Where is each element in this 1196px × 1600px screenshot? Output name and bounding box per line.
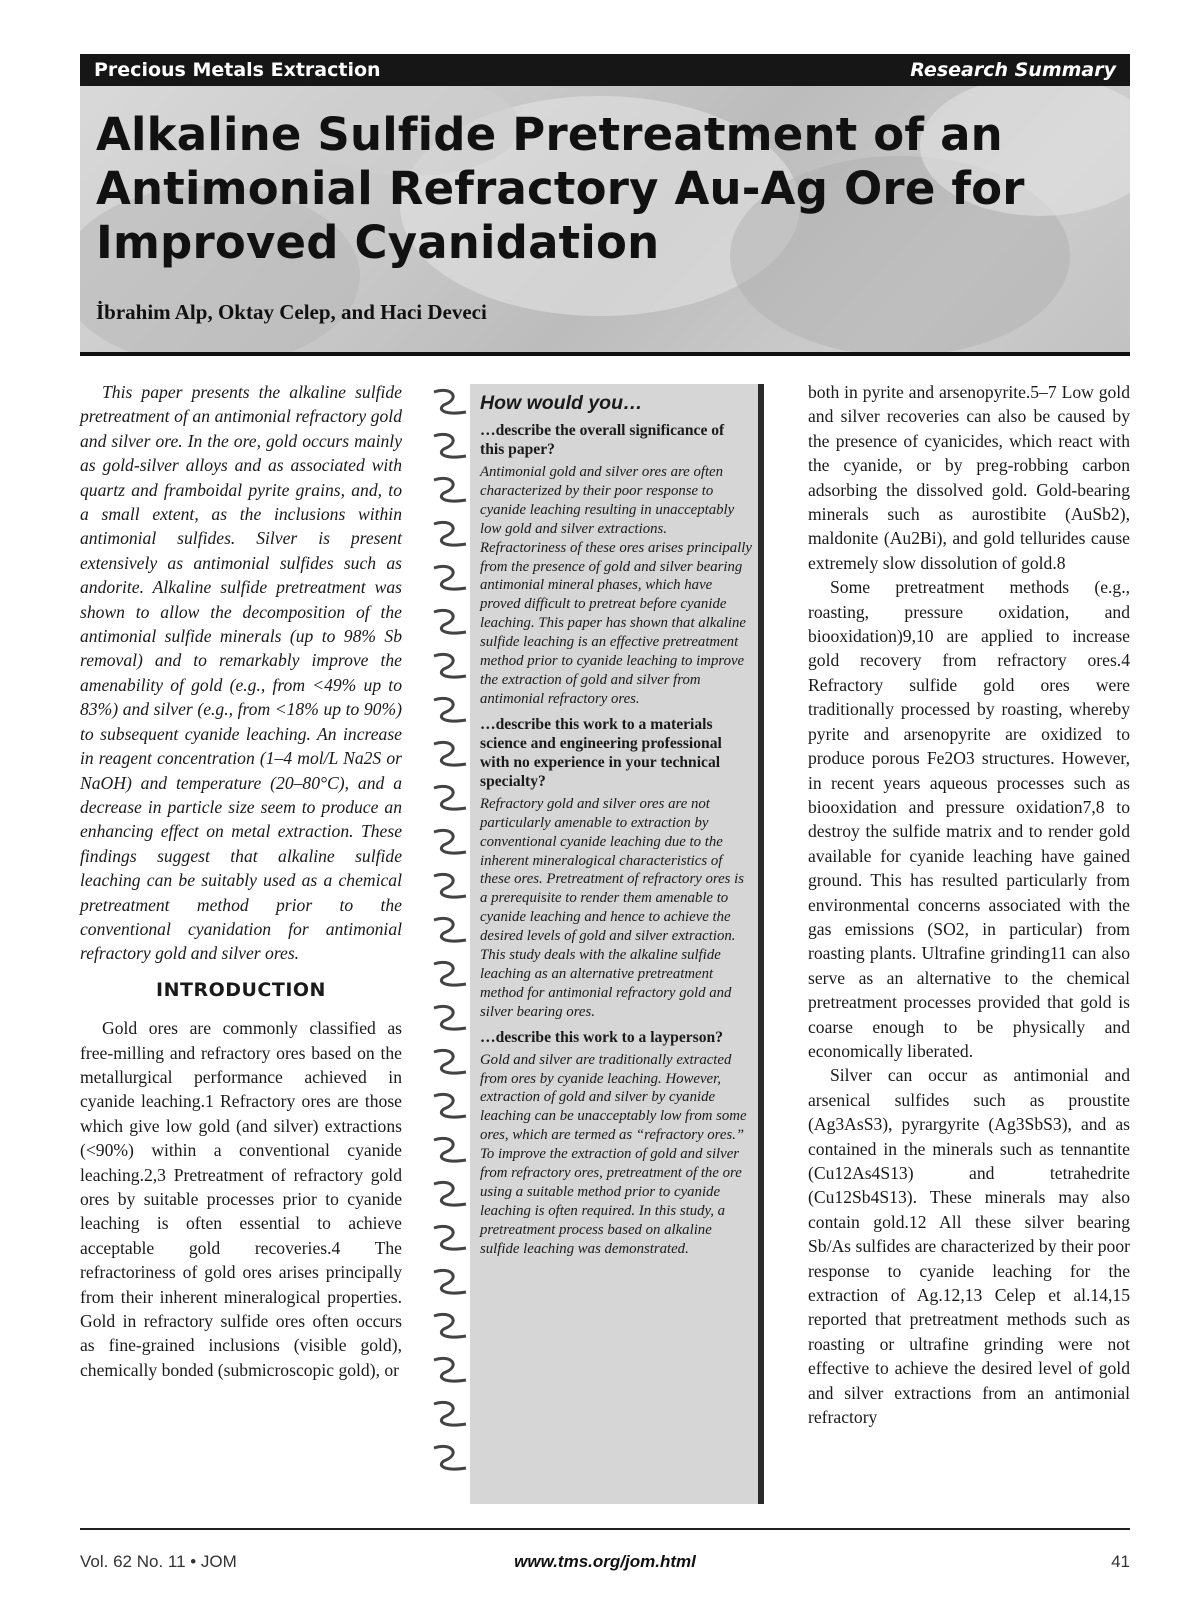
- article-title: Alkaline Sulfide Pretreatment of an Antimonial Refractory Au-Ag Ore for Improved Cyanidation: [96, 108, 1025, 269]
- sidebar-question-significance: …describe the overall significance of this paper?: [480, 422, 725, 458]
- sidebar-title: How would you…: [480, 392, 643, 414]
- sidebar-question-layperson: …describe this work to a layperson?: [480, 1028, 723, 1046]
- how-would-you-sidebar: [470, 384, 758, 1504]
- category-label: Research Summary: [910, 59, 1116, 81]
- section-label: Precious Metals Extraction: [94, 59, 381, 81]
- sidebar-answer-layperson: Gold and silver are traditionally extracted from ores by cyanide leaching. However, extraction of gold and silver by cyanide leaching can be unacceptably low from some ores, which are termed as “refractory ores.” To improve the extraction of gold and silver from refractory ores, pretreatment of the ore using a suitable method prior to cyanide leaching is often required. In this study, a pretreatment process based on alkaline sulfide leaching was demonstrated.: [480, 1051, 747, 1257]
- body-paragraph: Some pretreatment methods (e.g., roasting, pressure oxidation, and biooxidation)9,10 are applied to increase gold recovery from refractory ores.4 Refractory sulfide gold ores were traditionally processed by roasting, whereby pyrite and arsenopyrite are oxidized to produce porous Fe2O3 structures. However, in recent years aqueous processes such as biooxidation and pressure oxidation7,8 to destroy the sulfide matrix and to render gold available for cyanide leaching have gained ground. This has resulted particularly from environmental concerns associated with the gas emissions (SO2, in particular) from roasting plants. Ultrafine grinding11 can also serve as an alternative to the chemical pretreatment processes provided that gold is coarse enough to be physically and economically liberated.: [808, 577, 1130, 1061]
- right-column: [808, 380, 1130, 1429]
- notebook-spiral: [428, 384, 474, 1504]
- title-panel: [80, 86, 1130, 352]
- journal-url: www.tms.org/jom.html: [514, 1552, 696, 1571]
- abstract: This paper presents the alkaline sulfide pretreatment of an antimonial refractory gold and silver ore. In the ore, gold occurs mainly as gold-silver alloys and as associated with quartz and framboidal pyrite grains, and, to a small extent, as the inclusions within antimonial sulfides. Silver is present extensively as antimonial sulfides such as andorite. Alkaline sulfide pretreatment was shown to allow the decomposition of the antimonial sulfide minerals (up to 98% Sb removal) and to remarkably improve the amenability of gold (e.g., from <49% up to 83%) and silver (e.g., from <18% up to 90%) to subsequent cyanide leaching. An increase in reagent concentration (1–4 mol/L Na2S or NaOH) and temperature (20–80°C), and a decrease in particle size seem to produce an enhancing effect on metal extraction. These findings suggest that alkaline sulfide leaching can be suitably used as a chemical pretreatment method prior to the conventional cyanidation for antimonial refractory gold and silver ores.: [80, 382, 402, 964]
- left-column: [80, 380, 402, 1382]
- body-paragraph: Silver can occur as antimonial and arsenical sulfides such as proustite (Ag3AsS3), pyrargyrite (Ag3SbS3), and as contained in the minerals such as tennantite (Cu12As4S13) and tetrahedrite (Cu12Sb4S13). These minerals may also contain gold.12 All these silver bearing Sb/As sulfides are characterized by their poor response to cyanide leaching for the extraction of Ag.12,13 Celep et al.14,15 reported that pretreatment methods such as roasting or ultrafine grinding were not effective to achieve the desired level of gold and silver extractions from an antimonial refractory: [808, 1065, 1130, 1428]
- page-number: 41: [1111, 1552, 1130, 1571]
- journal-volume: Vol. 62 No. 11 • JOM: [80, 1552, 237, 1571]
- author-list: İbrahim Alp, Oktay Celep, and Haci Deveci: [96, 300, 487, 324]
- introduction-paragraph: Gold ores are commonly classified as free-milling and refractory ores based on the metallurgical performance achieved in cyanide leaching.1 Refractory ores are those which give low gold (and silver) extractions (<90%) within a conventional cyanide leaching.2,3 Pretreatment of refractory gold ores by suitable processes prior to cyanide leaching is often essential to achieve acceptable gold recoveries.4 The refractoriness of gold ores arises principally from their inherent mineralogical properties. Gold in refractory sulfide ores often occurs as fine-grained inclusions (visible gold), chemically bonded (submicroscopic gold), or: [80, 1018, 402, 1380]
- sidebar-answer-professional: Refractory gold and silver ores are not particularly amenable to extraction by conventional cyanide leaching due to the inherent mineralogical characteristics of these ores. Pretreatment of refractory ores is a prerequisite to render them amenable to cyanide leaching and hence to achieve the desired levels of gold and silver extraction. This study deals with the alkaline sulfide leaching as an alternative pretreatment method for antimonial refractory gold and silver bearing ores.: [480, 795, 744, 1020]
- sidebar-answer-significance: Antimonial gold and silver ores are often characterized by their poor response to cyanide leaching resulting in unacceptably low gold and silver extractions. Refractoriness of these ores arises principally from the presence of gold and silver bearing antimonial mineral phases, which have proved difficult to pretreat before cyanide leaching. This paper has shown that alkaline sulfide leaching is an effective pretreatment method prior to cyanide leaching to improve the extraction of gold and silver from antimonial refractory ores.: [480, 464, 752, 707]
- section-banner: [80, 54, 1130, 86]
- body-paragraph: both in pyrite and arsenopyrite.5–7 Low gold and silver recoveries can also be caused by the presence of cyanicides, which react with the cyanide, or by preg-robbing carbon adsorbing the dissolved gold. Gold-bearing minerals such as aurostibite (AuSb2), maldonite (Au2Bi), and gold tellurides cause extremely slow dissolution of gold.8: [808, 382, 1130, 573]
- introduction-heading: INTRODUCTION: [156, 978, 326, 1001]
- sidebar-question-professional: …describe this work to a materials science and engineering professional with no experience in your technical specialty?: [480, 715, 722, 790]
- page-footer: [80, 1552, 1130, 1576]
- footer-divider: [80, 1528, 1130, 1530]
- sidebar-shadow: [758, 384, 764, 1504]
- header-divider: [80, 352, 1130, 356]
